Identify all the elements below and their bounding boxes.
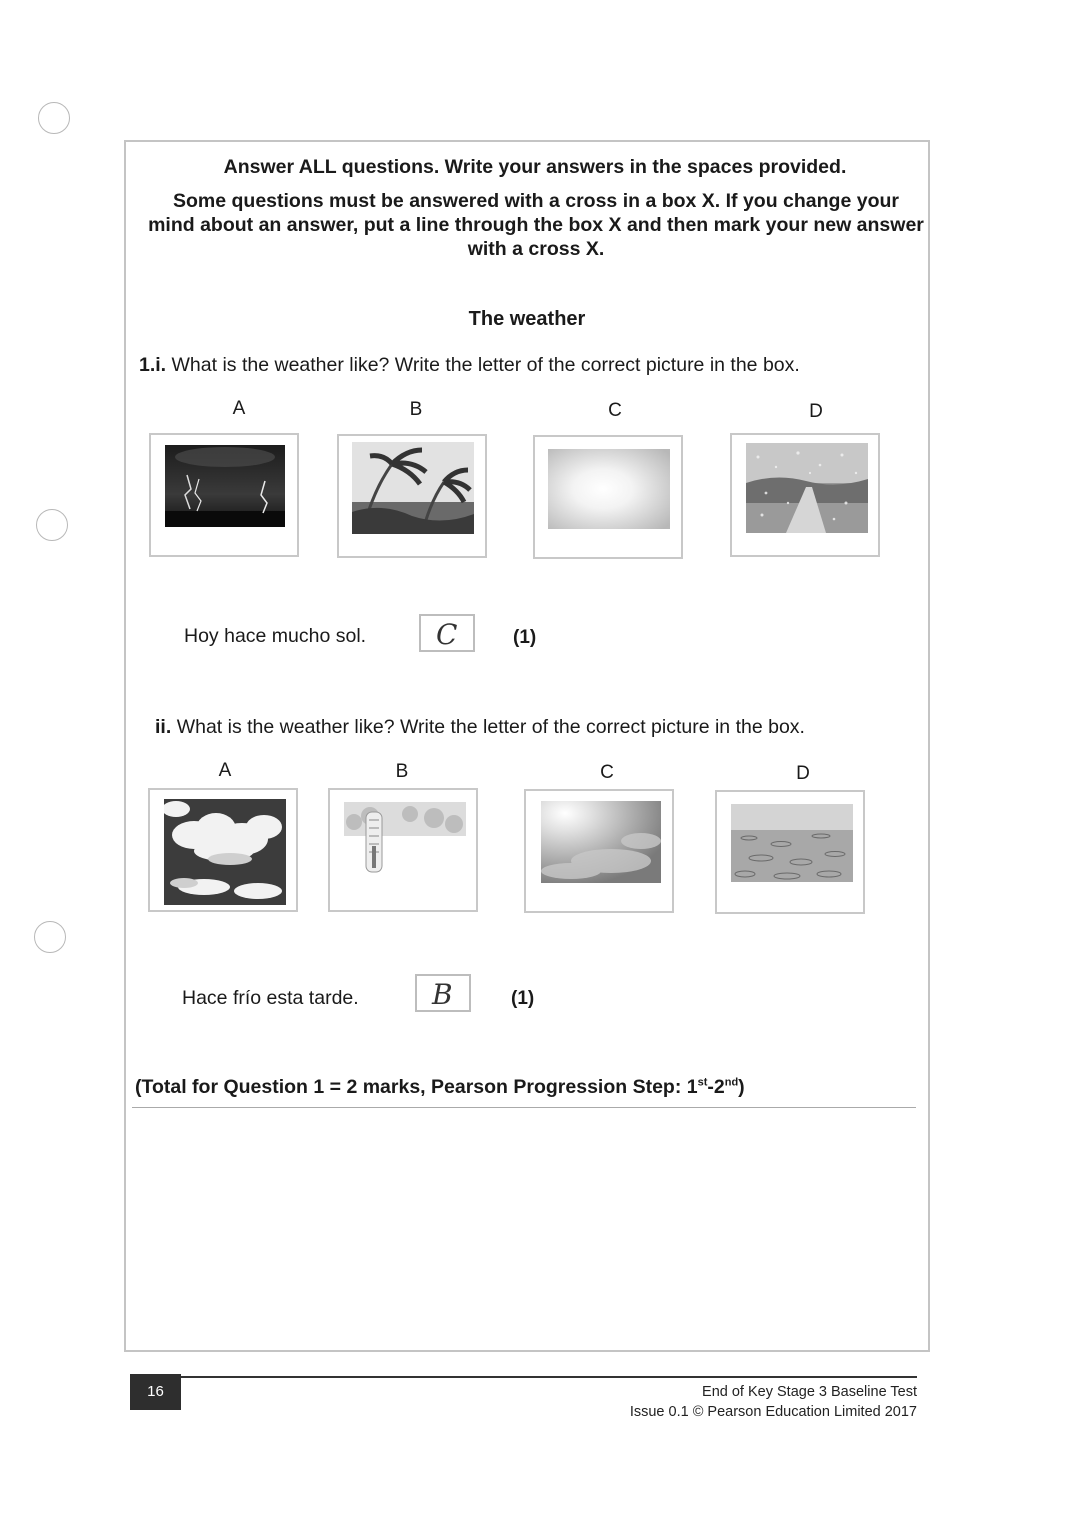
q2-handwritten-answer: B: [432, 978, 453, 1011]
footer-line1: End of Key Stage 3 Baseline Test: [702, 1384, 917, 1400]
punch-hole-middle: [36, 509, 68, 541]
q2-letter-b: B: [395, 761, 409, 782]
q1-letter-c: C: [608, 400, 622, 421]
instructions-line2: Some questions must be answered with a cross in a box X. If you change your mind about an answer, put a line through the box X and then mark your new answer with a cross X.: [148, 190, 924, 260]
q1-picture-frame-b: [337, 434, 487, 558]
total-dash: -2: [707, 1076, 725, 1098]
question-total: [135, 1076, 745, 1099]
q1-letter-b: B: [409, 399, 423, 420]
bright-sun-picture: [548, 449, 670, 529]
q1-letter-d: D: [809, 401, 823, 422]
q1-letter-a: A: [232, 398, 246, 419]
q2-letter-c: C: [600, 762, 614, 783]
q2-letter-d: D: [796, 763, 810, 784]
q1-marks: (1): [513, 627, 537, 648]
punch-hole-top: [38, 102, 70, 134]
question-1ii-text: [155, 716, 805, 739]
q2-picture-frame-c: [524, 789, 674, 913]
q1-picture-frame-d: [730, 433, 880, 557]
sun-and-clouds-picture: [541, 801, 661, 883]
q1-picture-frame-c: [533, 435, 683, 559]
total-sup-2: nd: [724, 1076, 739, 1089]
footer-text: [630, 1382, 917, 1422]
page-number: 16: [130, 1374, 181, 1410]
footer-line2: Issue 0.1 © Pearson Education Limited 2017: [629, 1404, 917, 1420]
total-close: ): [738, 1076, 745, 1098]
total-divider: [132, 1107, 916, 1108]
instructions-line1: Answer ALL questions. Write your answers in the spaces provided.: [223, 156, 847, 178]
cloudy-sky-picture: [164, 799, 286, 905]
cold-thermometer-picture: [344, 802, 466, 876]
punch-hole-bottom: [34, 921, 66, 953]
question-1ii-prompt: What is the weather like? Write the letter of the correct picture in the box.: [176, 716, 805, 738]
q2-picture-frame-a: [148, 788, 298, 912]
rainy-road-picture: [746, 443, 868, 533]
rain-on-water-picture: [731, 804, 853, 882]
q2-letter-a: A: [218, 760, 232, 781]
q1-handwritten-answer: C: [436, 618, 458, 651]
windy-palm-trees-picture: [352, 442, 474, 534]
q2-picture-frame-d: [715, 790, 865, 914]
question-1i-number: 1.i.: [139, 354, 167, 376]
total-sup-1: st: [697, 1076, 708, 1089]
question-1i-text: [139, 354, 800, 377]
q2-picture-frame-b: [328, 788, 478, 912]
question-1ii-number: ii.: [155, 716, 172, 738]
lightning-storm-picture: [165, 445, 285, 527]
footer-divider: [181, 1376, 917, 1378]
total-text: (Total for Question 1 = 2 marks, Pearson Progression Step: 1: [135, 1076, 698, 1098]
section-title: The weather: [468, 308, 586, 330]
q2-marks: (1): [511, 988, 535, 1009]
question-1i-prompt: What is the weather like? Write the letter of the correct picture in the box.: [171, 354, 800, 376]
q2-sentence: Hace frío esta tarde.: [182, 987, 359, 1009]
q1-sentence: Hoy hace mucho sol.: [184, 625, 367, 647]
q1-picture-frame-a: [149, 433, 299, 557]
